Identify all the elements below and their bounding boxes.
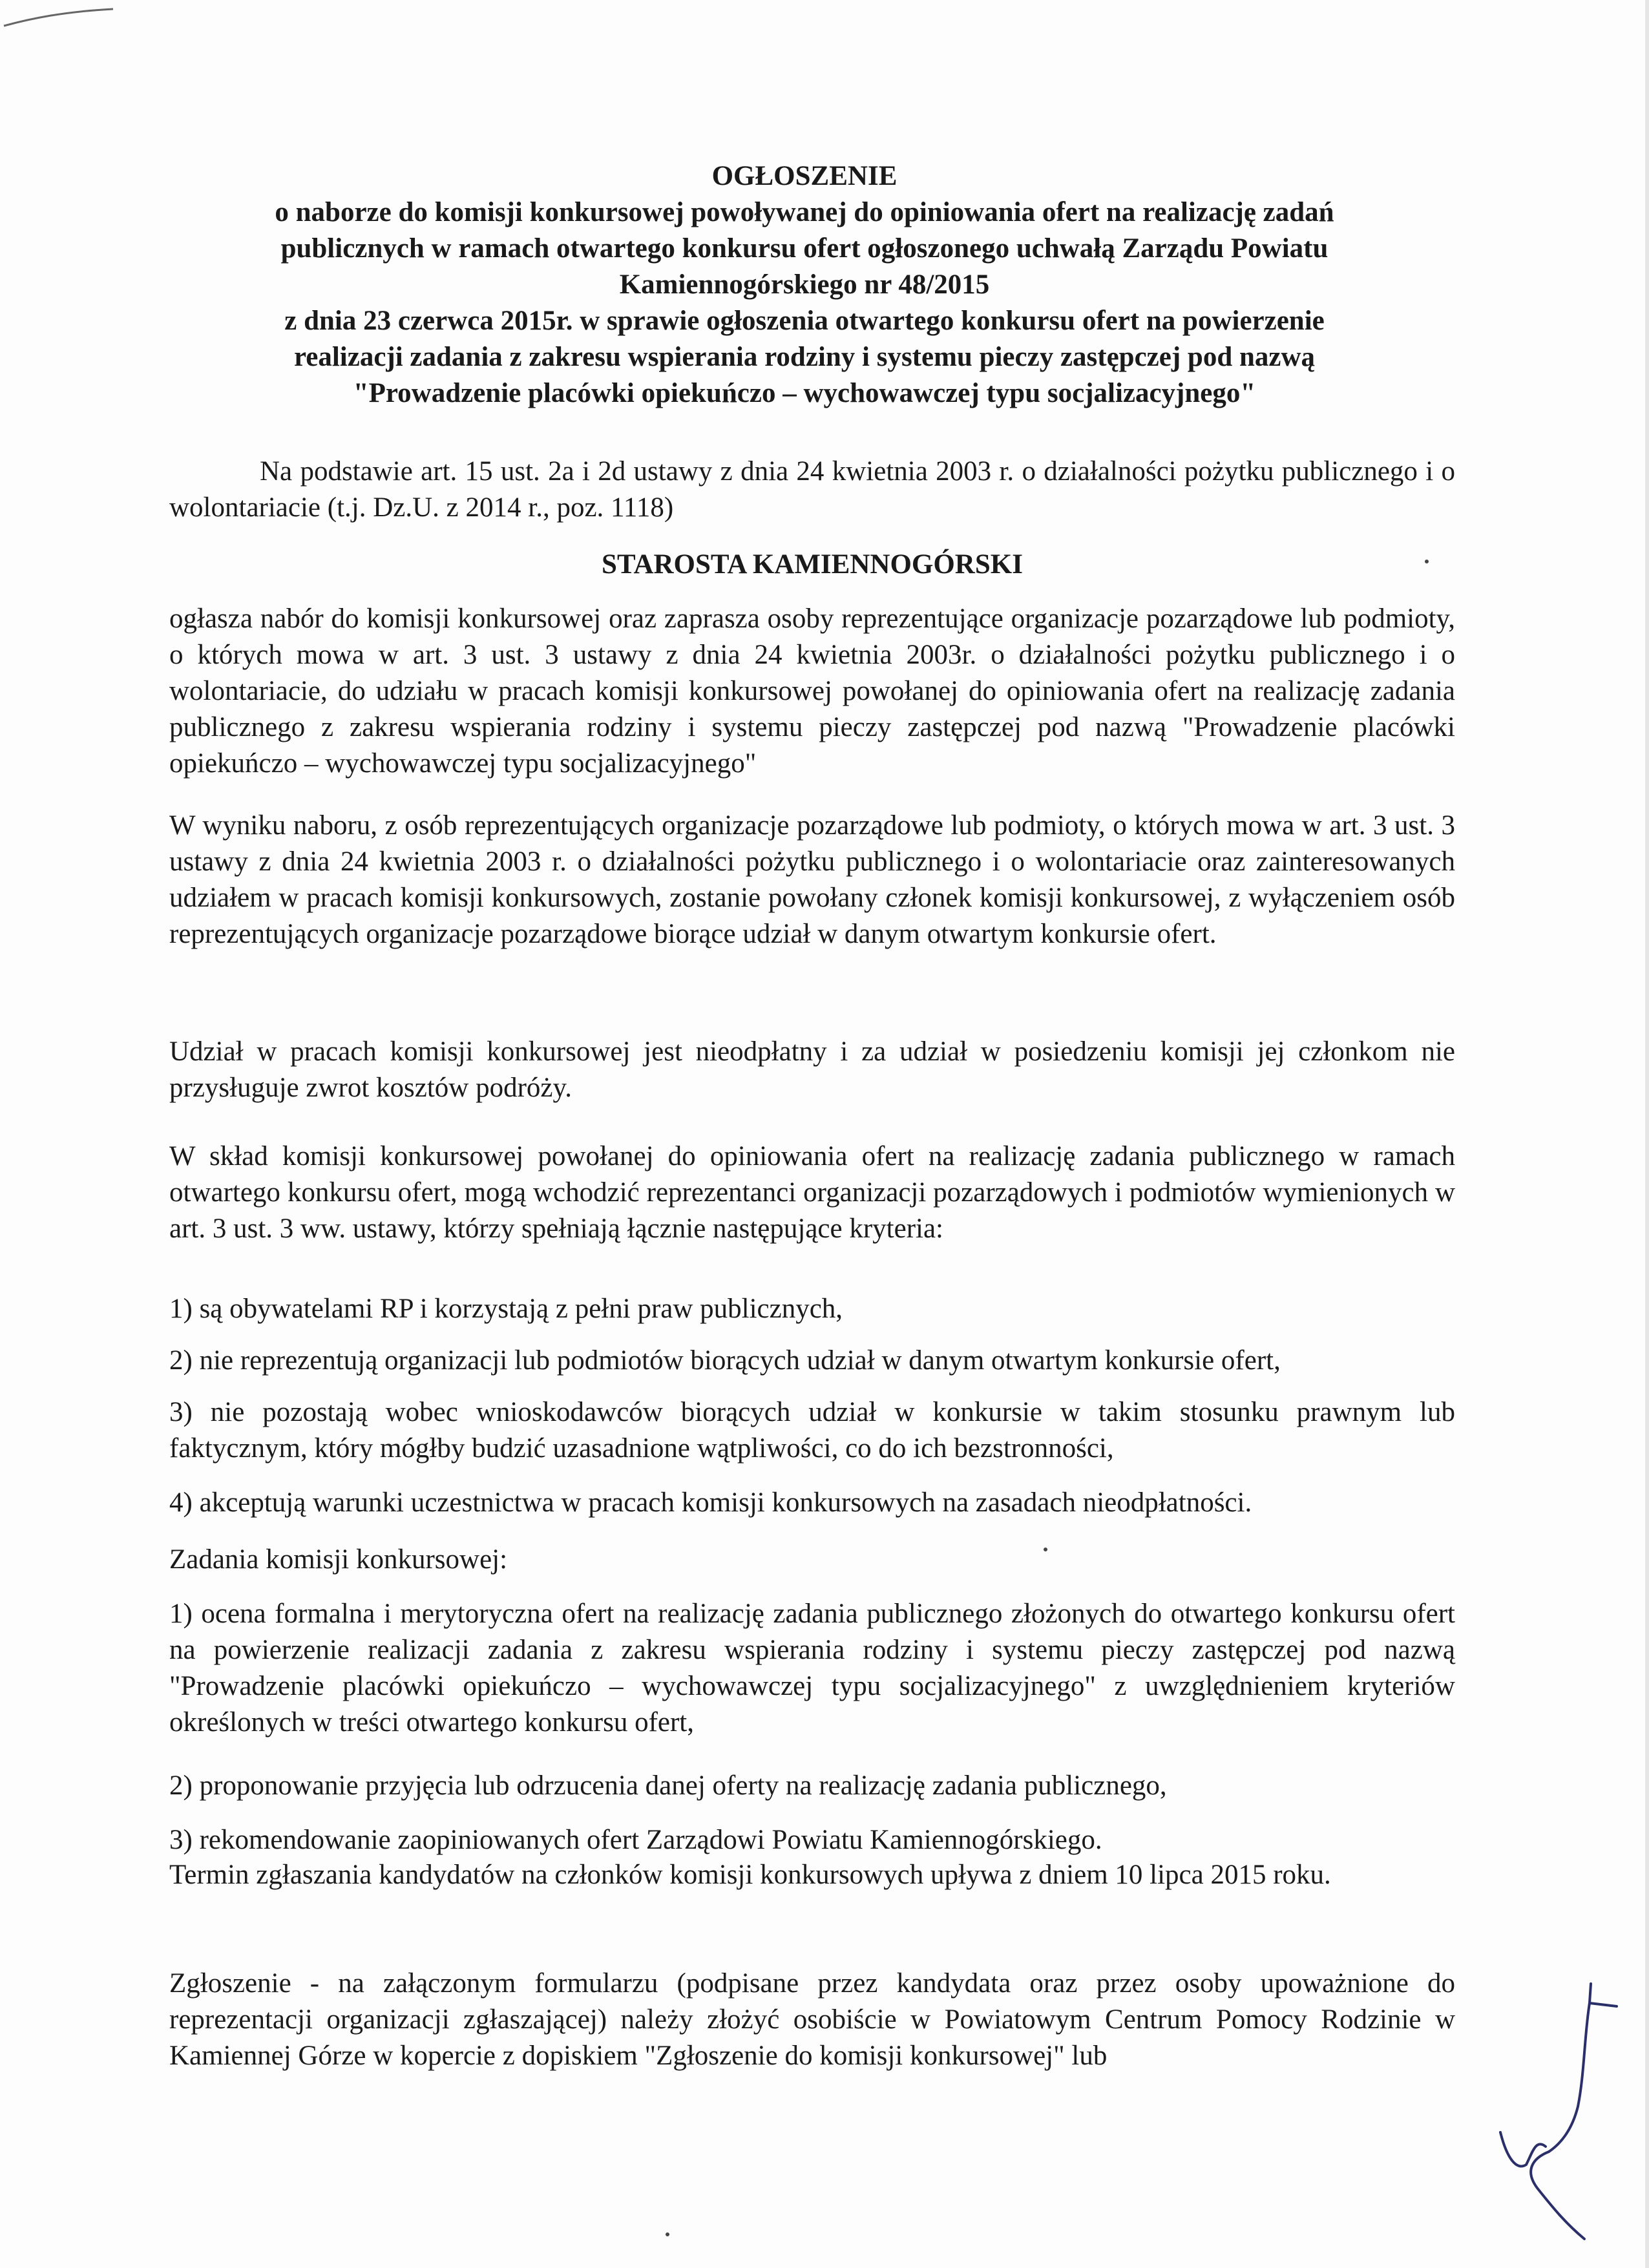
criterion-item: 2) nie reprezentują organizacji lub podmiotów biorących udział w danym otwartym konkursie ofert, [169,1345,1281,1376]
subtitle-line: z dnia 23 czerwca 2015r. w sprawie ogłoszenia otwartego konkursu ofert na powierzenie [284,306,1325,336]
subtitle-line: publicznych w ramach otwartego konkursu ofert ogłoszonego uchwałą Zarządu Powiatu [280,233,1329,264]
scan-speck [1044,1548,1047,1551]
deadline-paragraph: Termin zgłaszania kandydatów na członków komisji konkursowych upływa z dniem 10 lipca 2015 roku. [169,1860,1331,1890]
announcement-title [149,158,1460,194]
subtitle-line: "Prowadzenie placówki opiekuńczo – wychowawczej typu socjalizacyjnego" [353,378,1256,408]
legal-basis: Na podstawie art. 15 ust. 2a i 2d ustawy z dnia 24 kwietnia 2003 r. o działalności pożytku publicznego i o wolontariacie (t.j. Dz.U. z 2014 r., poz. 1118) [169,456,1455,523]
handwritten-signature-icon [1487,1977,1630,2249]
composition-paragraph: W skład komisji konkursowej powołanej do opiniowania ofert na realizację zadania publicznego w ramach otwartego konkursu ofert, mogą wchodzić reprezentanci organizacji pozarządowych i podmiotów wymienionych w art. 3 ust. 3 ww. ustawy, którzy spełniają łącznie następujące kryteria: [169,1141,1455,1244]
criterion-item: 1) są obywatelami RP i korzystają z pełni praw publicznych, [169,1294,843,1324]
title-text: OGŁOSZENIE [711,161,898,191]
task-item: 2) proponowanie przyjęcia lub odrzucenia danej oferty na realizację zadania publicznego, [169,1770,1167,1801]
authority-heading: STAROSTA KAMIENNOGÓRSKI [602,549,1023,580]
subtitle-line: o naborze do komisji konkursowej powoływanej do opiniowania ofert na realizację zadań [275,197,1334,227]
tasks-heading: Zadania komisji konkursowej: [169,1544,508,1575]
pen-stroke-icon [0,0,129,39]
task-item: 3) rekomendowanie zaopiniowanych ofert Zarządowi Powiatu Kamiennogórskiego. [169,1825,1102,1855]
subtitle-line: realizacji zadania z zakresu wspierania rodziny i systemu pieczy zastępczej pod nazwą [293,342,1316,372]
announcement-subtitle [149,194,1460,412]
submission-paragraph: Zgłoszenie - na załączonym formularzu (podpisane przez kandydata oraz przez osoby upoważnione do reprezentacji organizacji zgłaszającej) należy złożyć osobiście w Powiatowym Centrum Pomocy Rodzinie w Kamiennej Górze w kopercie z dopiskiem "Zgłoszenie do komisji konkursowej" lub [169,1968,1455,2071]
subtitle-line: Kamiennogórskiego nr 48/2015 [619,269,990,300]
scan-speck [1425,560,1429,563]
announcement-paragraph: ogłasza nabór do komisji konkursowej oraz zaprasza osoby reprezentujące organizacje pozarządowe lub podmioty, o których mowa w art. 3 ust. 3 ustawy z dnia 24 kwietnia 2003r. o działalności pożytku publicznego i o wolontariacie, do udziału w pracach komisji konkursowej powołanej do opiniowania ofert na realizację zadania publicznego z zakresu wspierania rodziny i systemu pieczy zastępczej pod nazwą "Prowadzenie placówki opiekuńczo – wychowawczej typu socjalizacyjnego" [169,604,1455,779]
criterion-item: 3) nie pozostają wobec wnioskodawców biorących udział w konkursie w takim stosunku prawnym lub faktycznym, który mógłby budzić uzasadnione wątpliwości, co do ich bezstronności, [169,1397,1455,1464]
unpaid-participation-paragraph: Udział w pracach komisji konkursowej jest nieodpłatny i za udział w posiedzeniu komisji jej członkom nie przysługuje zwrot kosztów podróży. [169,1036,1455,1103]
recruitment-result-paragraph: W wyniku naboru, z osób reprezentujących organizacje pozarządowe lub podmioty, o których mowa w art. 3 ust. 3 ustawy z dnia 24 kwietnia 2003 r. o działalności pożytku publicznego i o wolontariacie oraz zainteresowanych udziałem w pracach komisji konkursowych, zostanie powołany członek komisji konkursowej, z wyłączeniem osób reprezentujących organizacje pozarządowe biorące udział w danym otwartym konkursie ofert. [169,810,1455,949]
scan-edge [1645,0,1649,2268]
scan-speck [666,2232,669,2236]
criterion-item: 4) akceptują warunki uczestnictwa w pracach komisji konkursowych na zasadach nieodpłatności. [169,1487,1252,1518]
task-item: 1) ocena formalna i merytoryczna ofert na realizację zadania publicznego złożonych do otwartego konkursu ofert na powierzenie realizacji zadania z zakresu wspierania rodziny i systemu pieczy zastępczej pod nazwą "Prowadzenie placówki opiekuńczo – wychowawczej typu socjalizacyjnego" z uwzględnieniem kryteriów określonych w treści otwartego konkursu ofert, [169,1599,1455,1738]
